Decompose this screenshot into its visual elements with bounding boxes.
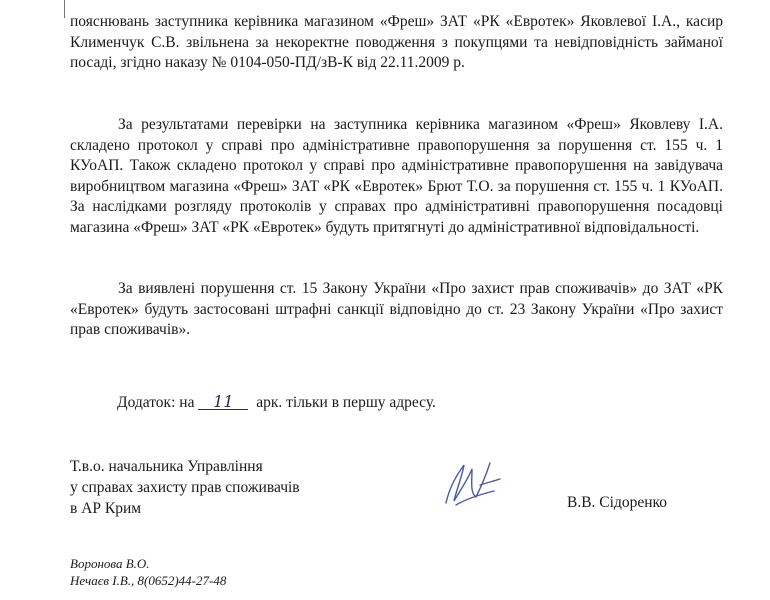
executor-line2: Нечаєв І.В., 8(0652)44-27-48: [70, 573, 227, 588]
scan-edge-shadow: [64, 0, 65, 18]
executor-line1: Воронова В.О.: [70, 556, 150, 571]
signatory-name: В.В. Сідоренко: [567, 494, 668, 511]
attachment-count: 11: [198, 395, 248, 410]
signatory-title-line2: у справах захисту прав споживачів: [70, 479, 300, 496]
paragraph-inspection-results: За результатами перевірки на заступника керівника магазином «Фреш» Яковлеву І.А. складено протокол у справі про адміністративне правопорушення за порушення ст. 155 ч. 1 КУоАП. Також складено протокол у справі про адміністративне правопорушення на завідувача виробництвом магазина «Фреш» ЗАТ «РК «Евротек» Брют Т.О. за порушення ст. 155 ч. 1 КУоАП. За наслідками розгляду протоколів у справах про адміністративні правопорушення посадовці магазина «Фреш» ЗАТ «РК «Евротек» будуть притягнуті до адміністративної відповідальності.: [70, 116, 723, 236]
signatory-title-line1: Т.в.о. начальника Управління: [70, 458, 263, 475]
handwritten-signature: [436, 455, 506, 515]
signatory-title-line3: в АР Крим: [70, 500, 142, 517]
attachment-label: Додаток: на: [117, 394, 195, 411]
attachment-suffix: арк. тільки в першу адресу.: [256, 394, 436, 411]
executor-footer: [70, 555, 226, 589]
attachment-line: [117, 394, 436, 412]
signatory-title: [70, 456, 300, 519]
paragraph-dismissal: пояснювань заступника керівника магазином «Фреш» ЗАТ «РК «Евротек» Яковлевої І.А., касир Клименчук С.В. звільнена за некоректне поводження з покупцями та невідповідність займаної посаді, згідно наказу № 0104-050-ПД/зВ-К від 22.11.2009 р.: [70, 13, 723, 71]
paragraph-sanctions: За виявлені порушення ст. 15 Закону України «Про захист прав споживачів» до ЗАТ «РК «Евротек» будуть застосовані штрафні санкції відповідно до ст. 23 Закону України «Про захист прав споживачів».: [70, 280, 723, 338]
